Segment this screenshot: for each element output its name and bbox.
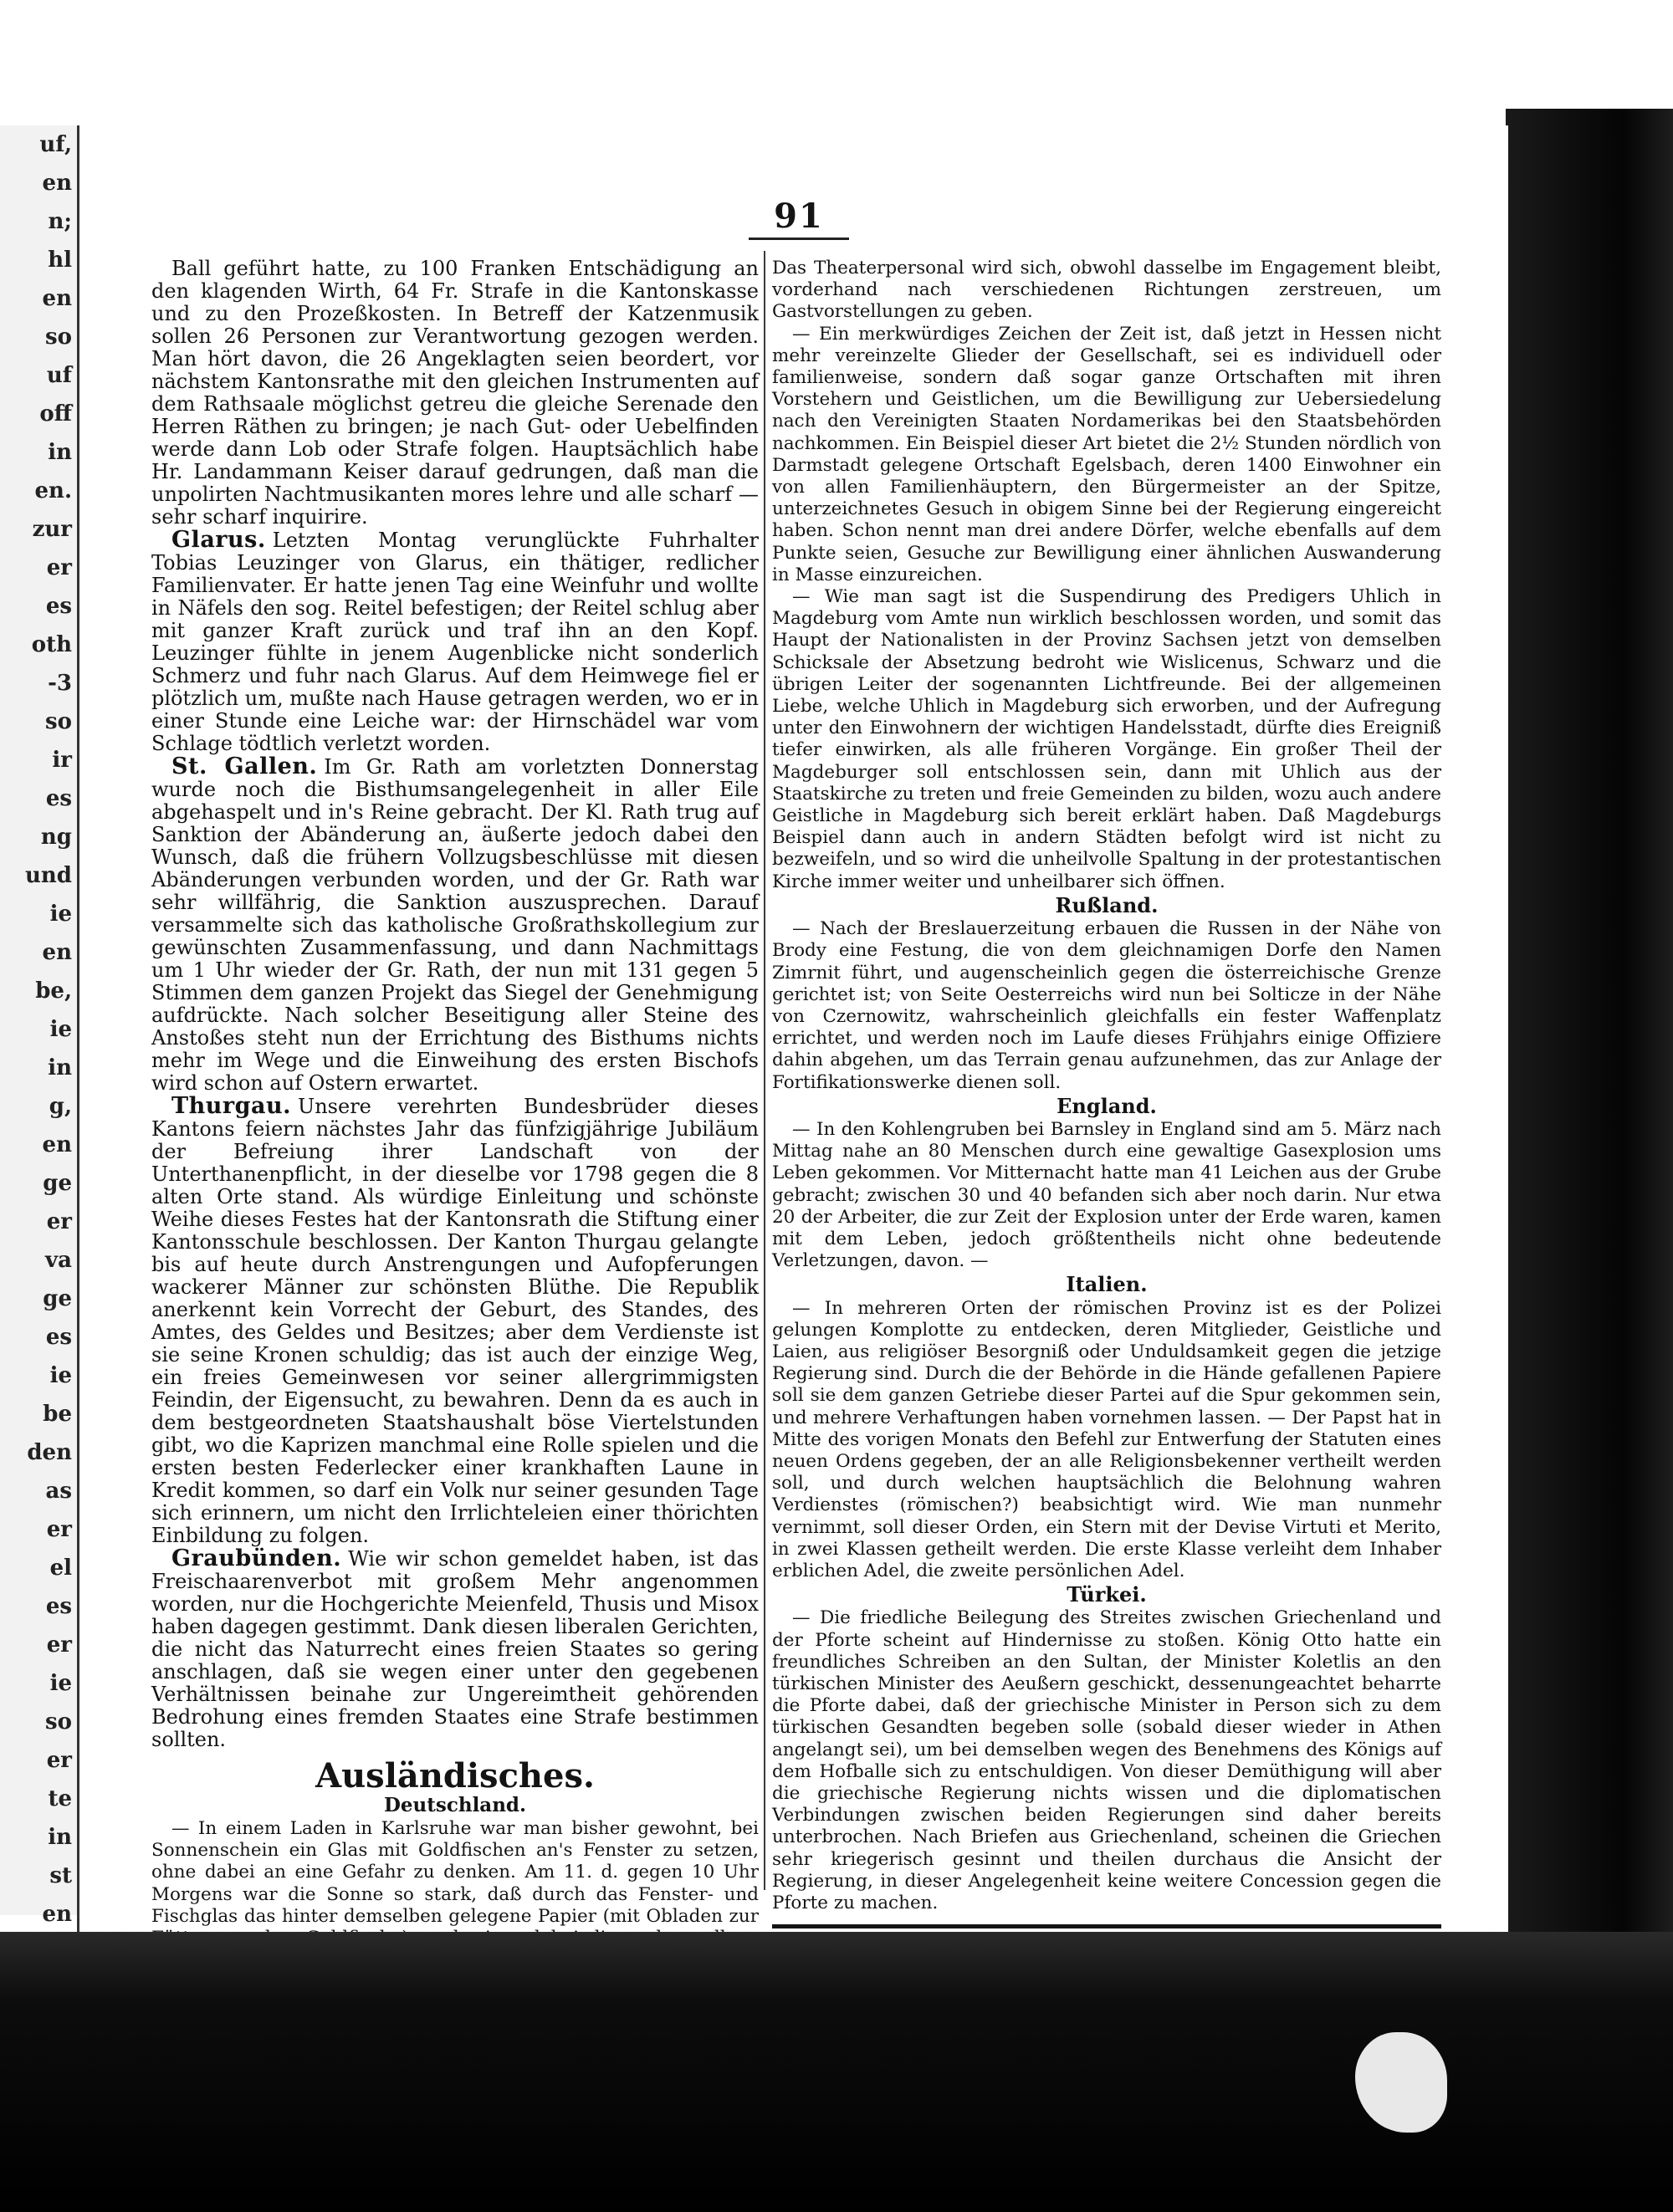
adjacent-page-fragment: ie: [49, 902, 72, 927]
adjacent-page-strip: [0, 125, 77, 1927]
adjacent-page-fragment: en: [42, 171, 72, 196]
article-thurgau: [151, 1095, 759, 1547]
adjacent-page-fragment: es: [45, 1325, 72, 1350]
right-column: [772, 258, 1441, 2037]
adjacent-page-fragment: g,: [49, 1094, 72, 1119]
article-theater: Das Theaterpersonal wird sich, obwohl dasselbe im Engagement bleibt, vorderhand nach verschiedenen Richtungen zerstreuen, um Gastvorstellungen zu geben.: [772, 258, 1441, 323]
feuilleton-rule-thick: [772, 1924, 1441, 1928]
adjacent-page-fragment: ir: [52, 748, 72, 773]
paper-blot: [1355, 2032, 1447, 2133]
adjacent-page-fragment: ie: [49, 1017, 72, 1042]
adjacent-page-fragment: er: [46, 1632, 72, 1658]
article-katzenmusik: [151, 258, 759, 529]
canton-heading: St. Gallen.: [171, 754, 318, 779]
adjacent-page-fragment: ge: [43, 1286, 72, 1311]
column-divider: [764, 251, 765, 1890]
adjacent-page-fragment: ge: [43, 1171, 72, 1196]
adjacent-page-fragment: en: [42, 1132, 72, 1157]
adjacent-page-fragment: en.: [34, 478, 72, 503]
adjacent-page-fragment: oth: [31, 632, 72, 657]
article-text: Letzten Montag verunglückte Fuhrhalter Tobias Leuzinger von Glarus, ein thätiger, redlicher Familienvater. Er hatte jenen Tag eine Weinfuhr und wollte in Näfels den sog. Reitel befestigen; der Reitel schlug aber mit ganzer Kraft zurück und traf ihn an den Kopf. Leuzinger fühlte in jenem Augenblicke nicht sonderlich Schmerz und fuhr nach Glarus. Auf dem Heimwege fiel er plötzlich um, mußte nach Hause getragen werden, wo er in einer Stunde eine Leiche war: der Hirnschädel war vom Schlage tödtlich verletzt worden.: [151, 529, 759, 755]
adjacent-page-fragment: ng: [40, 825, 72, 850]
adjacent-page-fragment: uf,: [39, 132, 72, 157]
article-text: Ball geführt hatte, zu 100 Franken Entschädigung an den klagenden Wirth, 64 Fr. Strafe in die Kantonskasse und zu den Prozeßkosten. In Betreff der Katzenmusik sollen 26 Personen zur Verantwortung gezogen werden. Man hört davon, die 26 Angeklagten seien beordert, vor nächstem Kantonsrathe mit den gleichen Instrumenten auf dem Rathsaale möglichst getreu die gleiche Serenade den Herren Räthen zu bringen; je nach Gut- oder Uebelfinden werde dann Lob oder Strafe folgen. Hauptsächlich habe Hr. Landammann Keiser darauf gedrungen, daß man die unpolirten Nachtmusikanten mores lehre und alle scharf — sehr scharf inquirire.: [151, 257, 759, 529]
adjacent-page-fragment: be: [43, 1402, 72, 1427]
adjacent-page-fragment: in: [48, 440, 72, 465]
country-heading-germany: Deutschland.: [383, 1794, 527, 1816]
page-number: 91: [732, 197, 866, 240]
adjacent-page-fragment: in: [48, 1825, 72, 1850]
adjacent-page-fragment: den: [27, 1440, 72, 1465]
adjacent-page-fragment: er: [46, 1209, 72, 1234]
adjacent-page-fragment: es: [45, 1594, 72, 1619]
canton-heading: Glarus.: [171, 527, 266, 553]
adjacent-page-fragment: und: [25, 863, 72, 888]
adjacent-page-fragment: -3: [48, 671, 72, 696]
adjacent-page-fragment: en: [42, 1902, 72, 1927]
newspaper-page: [77, 125, 1508, 1932]
country-heading-england: England.: [1056, 1093, 1157, 1118]
article-text: Wie wir schon gemeldet haben, ist das Freischaarenverbot mit großem Mehr angenommen worden, nur die Hochgerichte Meienfeld, Thusis und Misox haben dagegen gestimmt. Dank diesen liberalen Gerichten, die nicht das Naturrecht eines freien Staates so gering anschlagen, daß sie wegen einer unter den gegebenen Verhältnissen beinahe zur Ungereimtheit gehörenden Bedrohung eines fremden Staates eine Strafe bestimmen sollten.: [151, 1547, 759, 1751]
scan-dark-bottom-margin: [0, 1932, 1673, 2212]
scan-dark-right-margin: [1506, 109, 1673, 2212]
adjacent-page-fragment: en: [42, 286, 72, 311]
article-england: — In den Kohlengruben bei Barnsley in England sind am 5. März nach Mittag nahe an 80 Menschen durch eine gewaltige Gasexplosion ums Leben gekommen. Vor Mitternacht hatte man 41 Leichen aus der Grube gebracht; zwischen 30 und 40 befanden sich aber noch darin. Nur etwa 20 der Arbeiter, die zur Zeit der Explosion unter der Erde waren, kamen mit dem Leben, jedoch größtentheils nicht ohne bedeutende Verletzungen, davon. —: [772, 1118, 1441, 1272]
article-karlsruhe-goldfish: — In einem Laden in Karlsruhe war man bisher gewohnt, bei Sonnenschein ein Glas mit Goldfischen an's Fenster zu setzen, ohne dabei an eine Gefahr zu denken. Am 11. d. gegen 10 Uhr Morgens war die Sonne so stark, daß durch das Fenster- und Fischglas das hinter demselben gelegene Papier (mit Obladen zur: [151, 1818, 759, 1927]
adjacent-page-fragment: be,: [35, 978, 72, 1004]
canton-heading: Thurgau.: [171, 1093, 291, 1119]
article-russia: — Nach der Breslauerzeitung erbauen die Russen in der Nähe von Brody eine Festung, die von dem gleichnamigen Dorfe den Namen Zimrnit führt, und augenscheinlich gegen die österreichische Grenze gerichtet ist; von Seite Oesterreichs wird nun bei Solticze in der Nähe von Czernowitz, wahrscheinlich gleichfalls ein fester Waffenplatz errichtet, und werden noch im Laufe dieses Frühjahrs einige Offiziere dahin abgehen, um das Terrain genau aufzunehmen, das zur Anlage der Fortifikationswerke dienen soll.: [772, 918, 1441, 1093]
article-glarus: [151, 529, 759, 755]
adjacent-page-fragment: hl: [48, 248, 72, 273]
article-st-gallen: [151, 755, 759, 1095]
article-graubuenden: [151, 1547, 759, 1751]
adjacent-page-fragment: va: [45, 1248, 72, 1273]
article-magdeburg: — Wie man sagt ist die Suspendirung des Predigers Uhlich in Magdeburg vom Amte nun wirklich beschlossen worden, und somit das Haupt der Nationalisten in der Provinz Sachsen jetzt von demselben Schicksale der Absetzung bedroht wie Wislicenus, Schwarz und die übrigen Leiter der sogenannten Lichtfreunde. Bei der allgemeinen Liebe, welche Uhlich in Magdeburg sich erworben, und der Aufregung unter den Einwohnern der wichtigen Handelsstadt, dürfte dies Ereigniß tiefer einwirken, als alle früheren Vorgänge. Ein großer Theil der Magdeburger soll entschlossen sein, dann mit Uhlich aus der Staatskirche zu treten und freie Gemeinden zu bilden, wozu auch andere Geistliche in Magdeburg sich bereit erklärt haben. Daß Magdeburgs Beispiel dann auch in andern Städten befolgt wird ist nicht zu bezweifeln, und so wird die unheilvolle Spaltung in der protestantischen Kirche immer weiter und unheilbarer sich öffnen.: [772, 586, 1441, 892]
adjacent-page-fragment: so: [45, 324, 72, 350]
adjacent-page-fragment: ie: [49, 1363, 72, 1388]
article-text: Im Gr. Rath am vorletzten Donnerstag wurde noch die Bisthumsangelegenheit in aller Eile abgehaspelt und in's Reine gebracht. Der Kl. Rath trug auf Sanktion der Abänderung an, äußerte jedoch dabei den Wunsch, daß die frühern Vollzugsbeschlüsse mit diesen Abänderungen verbunden worden, und der Gr. Rath war sehr willfährig, die Sanktion auszusprechen. Darauf versammelte sich das katholische Großrathskollegium zur gewünschten Zusammenfassung, und dann Nachmittags um 1 Uhr wieder der Gr. Rath, der nun mit 131 gegen 5 Stimmen dem ganzen Projekt das Siegel der Genehmigung aufdrückte. Nach solcher Beseitigung aller Steine des Anstoßes steht nun der Errichtung des Bisthums nichts mehr im Wege und die Einweihung des ersten Bischofs wird schon auf Ostern erwartet.: [151, 755, 760, 1095]
adjacent-page-fragment: en: [42, 940, 72, 965]
foreign-news-heading: Ausländisches.: [315, 1756, 595, 1796]
adjacent-page-fragment: es: [45, 594, 72, 619]
canton-heading: Graubünden.: [171, 1545, 342, 1571]
article-text: Unsere verehrten Bundesbrüder dieses Kantons feiern nächstes Jahr das fünfzigjährige Jubiläum der Befreiung ihrer Landschaft von der Unterthanenpflicht, in der dieselbe vor 1798 gegen die 8 alten Orte stand. Als würdige Einleitung und schönste Weihe dieses Festes hat der Kantonsrath die Stiftung einer Kantonsschule beschlossen. Der Kanton Thurgau gelangte bis auf heute durch Anstrengungen und Aufopferungen wackerer Männer zur schönsten Blüthe. Die Republik anerkennt kein Vorrecht der Geburt, des Standes, des Amtes, des Geldes und Besitzes; aber dem Verdienste ist sie seine Kronen schuldig; das ist auch der einzige Weg, ein freies Gemeinwesen vor seiner allergrimmigsten Feindin, der Eigensucht, zu bewahren. Denn da es auch in dem bestgeordneten Staatshaushalt böse Viertelstunden gibt, wo die Kaprizen manchmal eine Rolle spielen und die ersten besten Federlecker einer krankhaften Laune in Kredit kommen, so darf ein Volk nur seiner gesunden Tage sich erinnern, um nicht den Irrlichteleien einer thörichten Einbildung zu folgen.: [151, 1095, 759, 1547]
adjacent-page-fragment: te: [48, 1786, 72, 1811]
adjacent-page-fragment: es: [45, 786, 72, 811]
adjacent-page-fragment: off: [39, 401, 72, 427]
country-heading-russia: Rußland.: [1055, 892, 1159, 917]
article-hessen: — Ein merkwürdiges Zeichen der Zeit ist, daß jetzt in Hessen nicht mehr vereinzelte Glieder der Gesellschaft, sei es individuell oder familienweise, sondern daß sogar ganze Ortschaften mit ihren Vorstehern und Geistlichen, um die Bewilligung zur Uebersiedelung nach den Vereinigten Staaten Nordamerikas bei den Staatsbehörden nachkommen. Ein Beispiel dieser Art bietet die 2½ Stunden nördlich von Darmstadt gelegene Ortschaft Egelsbach, deren 1400 Einwohner ein von allen Familienhäuptern, den Bürgermeister an der Spitze, unterzeichnetes Gesuch in obigem Sinne bei der Regierung eingereicht haben. Schon nennt man drei andere Dörfer, welche ebenfalls auf dem Punkte seien, Gesuche zur Bewilligung einer ähnlichen Auswanderung in Masse einzureichen.: [772, 323, 1441, 585]
adjacent-page-fragment: st: [49, 1863, 72, 1888]
adjacent-page-fragment: er: [46, 555, 72, 580]
adjacent-page-fragment: zur: [32, 517, 72, 542]
country-heading-italy: Italien.: [1066, 1272, 1148, 1297]
article-turkey: — Die friedliche Beilegung des Streites zwischen Griechenland und der Pforte scheint auf Hindernisse zu stoßen. König Otto hatte ein freundliches Schreiben an den Sultan, der Minister Koletlis an den türkischen Minister des Aeußern geschickt, dessenungeachtet beharrte die Pforte dabei, daß der griechische Minister in Person sich zu dem türkischen Gesandten begeben solle (sobald dieser wieder in Athen angelangt sei), um bei demselben wegen des Benehmens des Königs auf dem Hofballe sich zu entschuldigen. Von dieser Demüthigung will aber die griechische Regierung nichts wissen und die diplomatischen Verbindungen zwischen beiden Regierungen sind daher bereits unterbrochen. Nach Briefen aus Griechenland, scheinen die Griechen sehr kriegerisch gesinnt und theilen durchaus die Ansicht der Regierung, in dieser Angelegenheit keine weitere Concession gegen die Pforte zu machen.: [772, 1607, 1441, 1914]
adjacent-page-fragment: so: [45, 709, 72, 734]
adjacent-page-fragment: er: [46, 1517, 72, 1542]
article-italy: — In mehreren Orten der römischen Provinz ist es der Polizei gelungen Komplotte zu entdecken, deren Mitglieder, Geistliche und Laien, aus religiöser Besorgniß oder Unduldsamkeit gegen die jetzige Regierung sind. Durch die der Behörde in die Hände gefallenen Papiere soll sie dem ganzen Getriebe dieser Partei auf die Spur gekommen sein, und mehrere Verhaftungen haben vornehmen lassen. — Der Papst hat in Mitte des vorigen Monats den Befehl zur Entwerfung der Statuten eines neuen Ordens gegeben, der an alle Religionsbekenner vertheilt werden soll, und durch welchen hauptsächlich die Belohnung wahren Verdienstes (römischen?) beabsichtigt wird. Wie man nunmehr vernimmt, soll dieser Orden, ein Stern mit der Devise Virtuti et Merito, in zwei Klassen getheilt werden. Die erste Klasse verleiht dem Inhaber erblichen Adel, die zweite persönlichen Adel.: [772, 1297, 1441, 1581]
left-column: [151, 258, 759, 2147]
adjacent-page-fragment: el: [49, 1556, 72, 1581]
scan-top-margin: [0, 0, 1673, 117]
adjacent-page-fragment: so: [45, 1709, 72, 1734]
country-heading-turkey: Türkei.: [1067, 1582, 1147, 1607]
adjacent-page-fragment: ie: [49, 1671, 72, 1696]
adjacent-page-fragment: er: [46, 1748, 72, 1773]
adjacent-page-fragment: n;: [48, 209, 72, 234]
adjacent-page-fragment: as: [45, 1479, 72, 1504]
adjacent-page-fragment: uf: [46, 363, 72, 388]
adjacent-page-fragment: in: [48, 1055, 72, 1080]
